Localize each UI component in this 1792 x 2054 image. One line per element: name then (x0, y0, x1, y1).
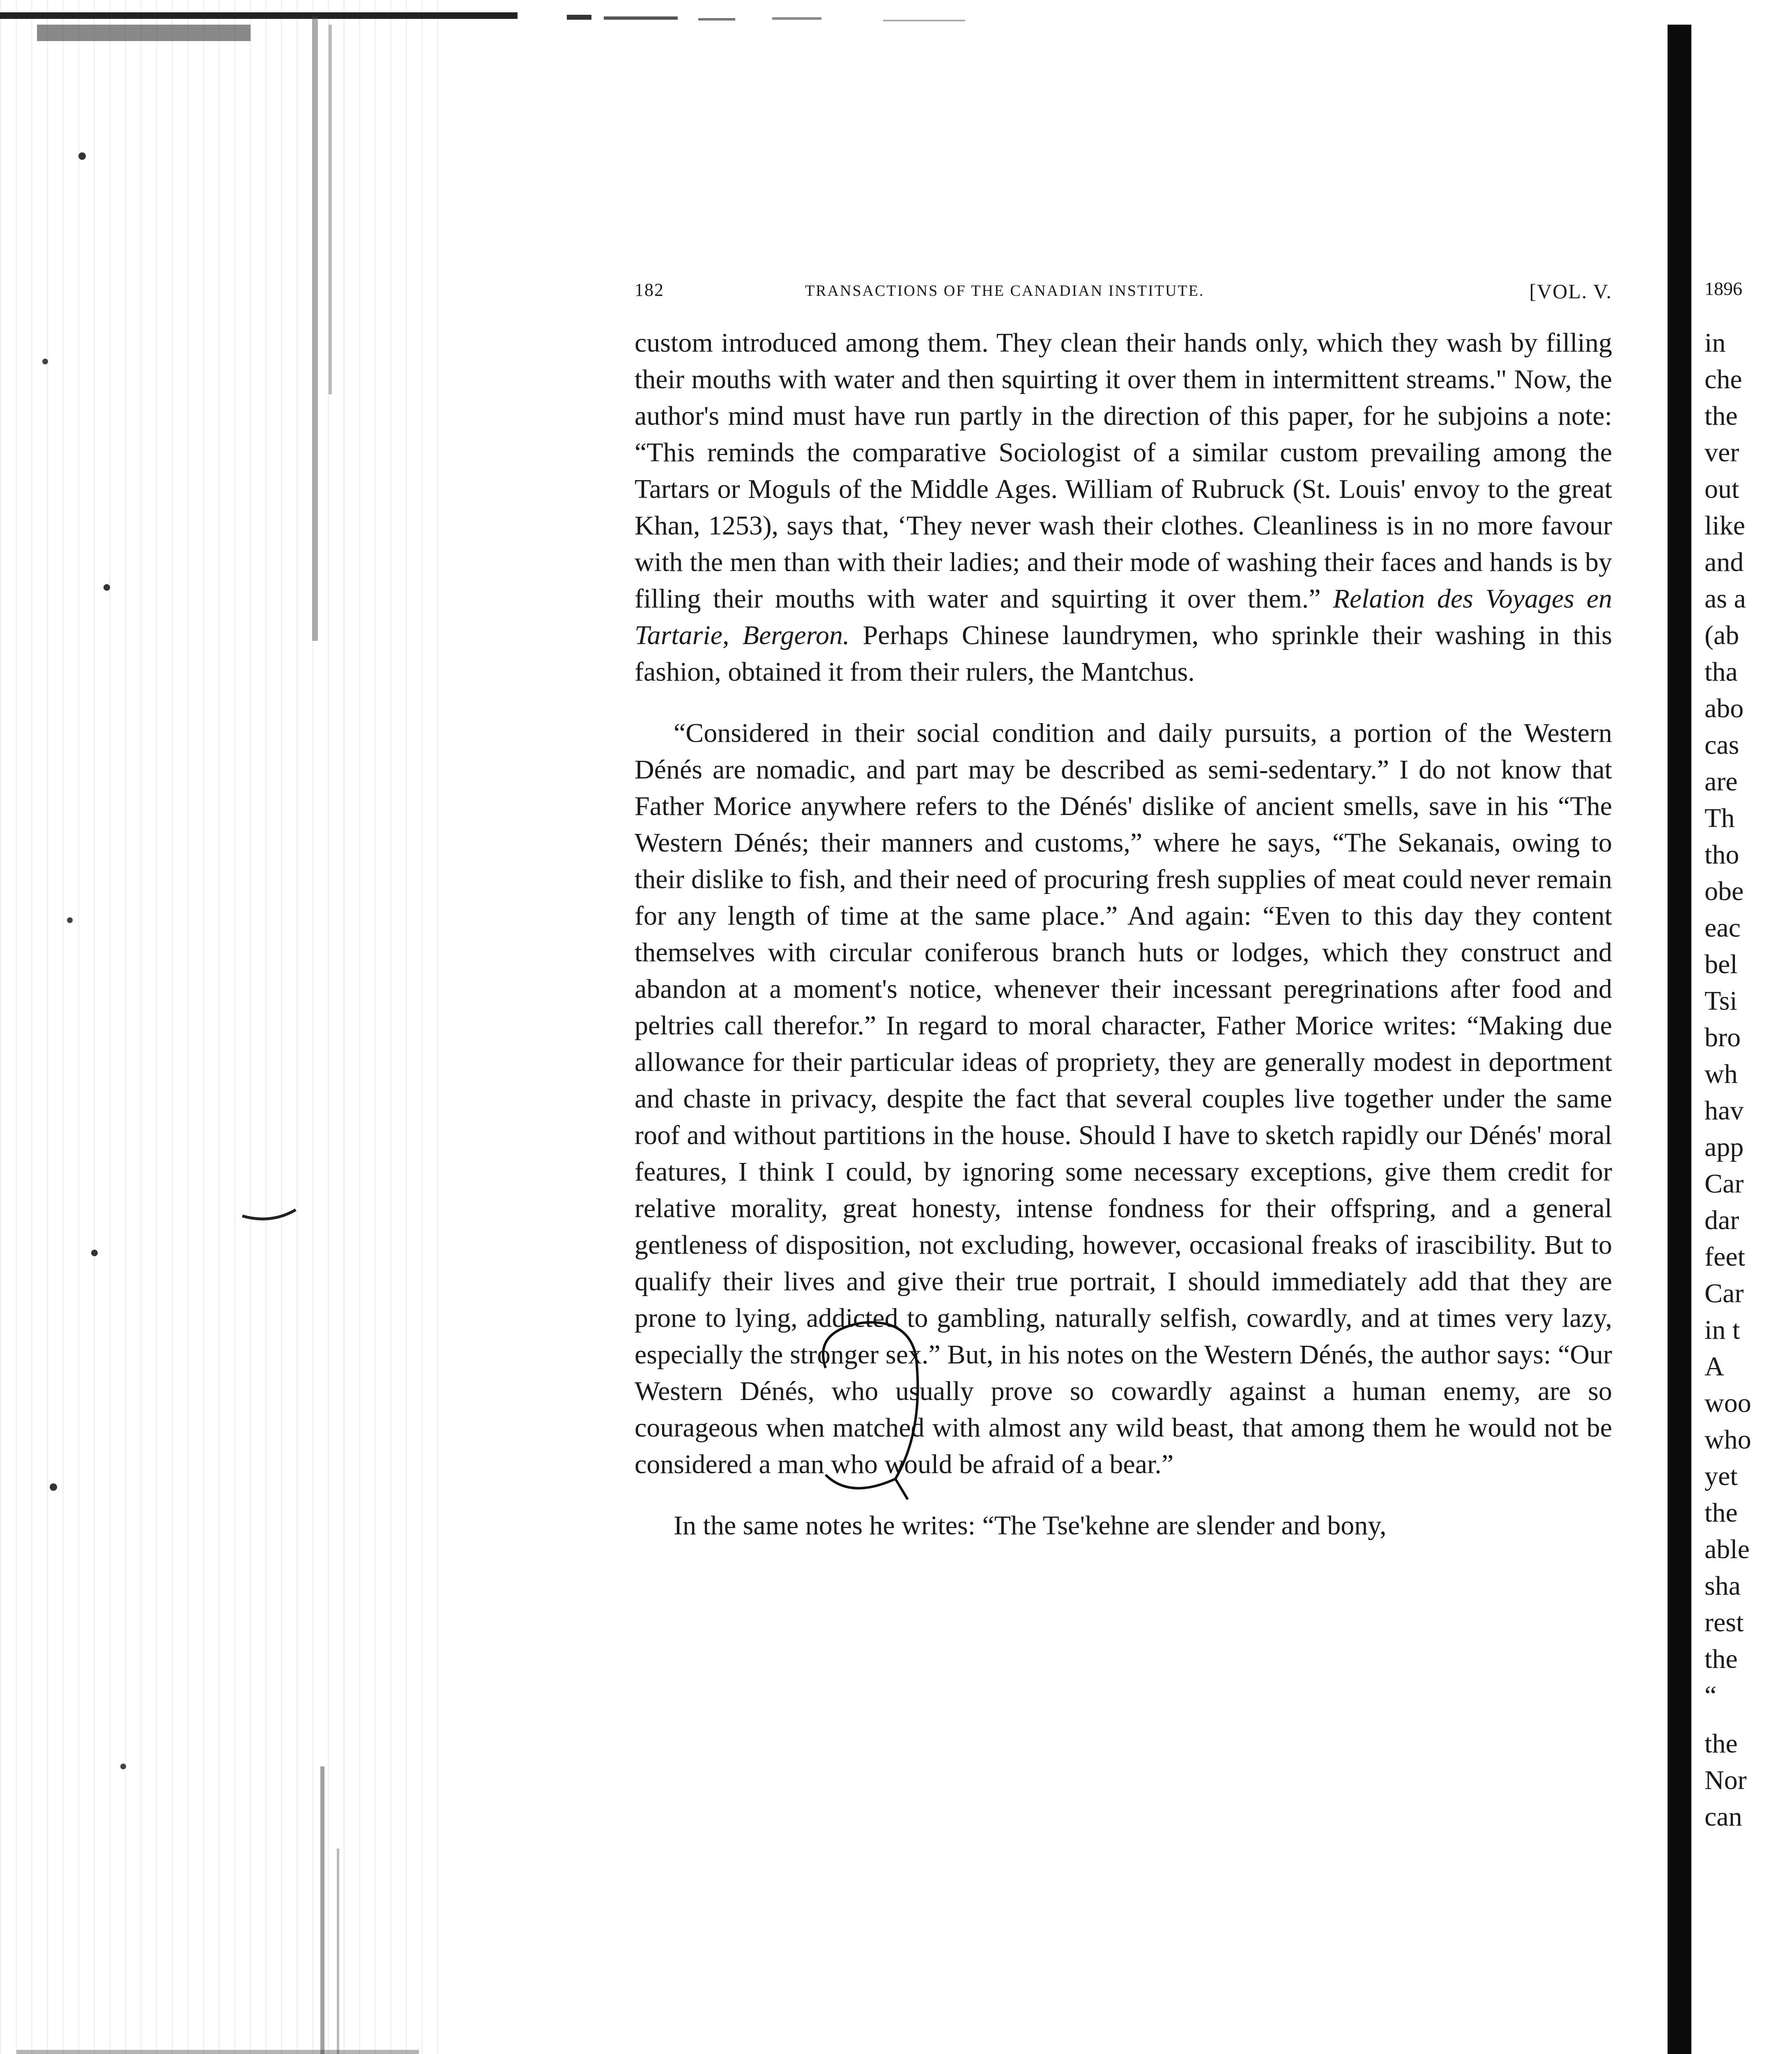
facing-page-number: 1896 (1705, 278, 1742, 299)
facing-page-line: app (1705, 1132, 1744, 1162)
facing-page-line: cas (1705, 730, 1739, 760)
facing-page-line: who (1705, 1425, 1751, 1455)
paragraph-3: In the same notes he writes: “The Tse'kehne are slender and bony, (674, 1511, 1387, 1540)
facing-page-line: Nor (1705, 1765, 1747, 1795)
facing-page-line: the (1705, 1498, 1738, 1528)
facing-page-line: the (1705, 1644, 1738, 1674)
facing-page-line: (ab (1705, 620, 1739, 650)
binding-spine (1668, 25, 1691, 2054)
paragraph-2: “Considered in their social condition and daily pursuits, a portion of the Western Dénés are nomadic, and part may be described as semi-sedentary.” I do not know that Father Morice anywhere refers to the Dénés' dislike of ancient smells, save in his “The Western Dénés; their manners and customs,” where he says, “The Sekanais, owing to their dislike to fish, and their need of procuring fresh supplies of meat could never remain for any length of time at the same place.” And again: “Even to this day they content themselves with circular coniferous branch huts or lodges, which they construct and abandon at a moment's notice, whenever their incessant peregrinations after food and peltries call therefor.” In regard to moral character, Father Morice writes: “Making due allowance for their particular ideas of propriety, they are generally modest in deportment and chaste in privacy, despite the fact that several couples live together under the same roof and without partitions in the house. Should I have to sketch rapidly our Dénés' moral features, I think I could, by ignoring some necessary exceptions, give them credit for relative morality, great honesty, intense fondness for their offspring, and a general gentleness of disposition, not excluding, however, occasional freaks of irascibility. But to qualify their lives and give their true portrait, I should immediately add that they are prone to lying, addicted to gambling, naturally selfish, cowardly, and at times very lazy, especially the stronger sex.” But, in his notes on the Western Dénés, the author says: “Our Western Dénés, who usually prove so cowardly against a human enemy, are so courageous when matched with almost any wild beast, that among them he would not be considered a man who would be afraid of a bear.” (635, 718, 1612, 1479)
page-number: 182 (635, 280, 664, 300)
facing-page-line: as a (1705, 584, 1746, 614)
facing-page-line: in t (1705, 1315, 1740, 1345)
facing-page-line: the (1705, 1729, 1738, 1759)
facing-page-line: yet (1705, 1461, 1738, 1491)
facing-page-line: sha (1705, 1571, 1741, 1601)
facing-page-line: are (1705, 767, 1738, 797)
facing-page-line: feet (1705, 1242, 1745, 1272)
facing-page-line: tho (1705, 840, 1739, 870)
running-header (635, 279, 1612, 304)
paragraph-1 (635, 325, 1612, 690)
facing-page-line: woo (1705, 1388, 1751, 1418)
facing-page-line: able (1705, 1534, 1750, 1564)
facing-page-line: “ (1705, 1681, 1717, 1711)
scan-noise-left (0, 0, 452, 2054)
facing-page-line: wh (1705, 1059, 1738, 1089)
facing-page-line: in (1705, 328, 1726, 358)
facing-page-line: ver (1705, 438, 1739, 467)
facing-page-line: the (1705, 401, 1738, 431)
facing-page-line: like (1705, 511, 1745, 541)
citation-italic: Relation des Voyages en Tartarie, Bergeron. (635, 584, 1613, 650)
paragraph-1-end: Perhaps Chinese laundrymen, who sprinkle their washing in this fashion, obtained it from their rulers, the Mantchus. (635, 620, 1612, 687)
volume-label: [VOL. V. (1529, 280, 1612, 303)
facing-page-line: obe (1705, 876, 1744, 906)
facing-page-line: rest (1705, 1607, 1744, 1637)
facing-page-line: and (1705, 547, 1744, 577)
body-text (635, 325, 1612, 1568)
facing-page-line: Car (1705, 1169, 1744, 1199)
facing-page-line: dar (1705, 1205, 1739, 1235)
facing-page-line: abo (1705, 693, 1744, 723)
facing-page-line: bel (1705, 949, 1738, 979)
facing-page-line: Car (1705, 1278, 1744, 1308)
facing-page-line: Th (1705, 803, 1735, 833)
facing-page-line: tha (1705, 657, 1738, 687)
facing-page-line: Tsi (1705, 986, 1737, 1016)
facing-page-line: hav (1705, 1096, 1744, 1126)
facing-page-line: A (1705, 1352, 1724, 1382)
journal-title: TRANSACTIONS OF THE CANADIAN INSTITUTE. (805, 282, 1205, 299)
handwritten-annotation (801, 1306, 1006, 1520)
facing-page-line: out (1705, 474, 1739, 504)
facing-page-line: can (1705, 1802, 1742, 1832)
facing-page-line: che (1705, 364, 1742, 394)
facing-page-line: bro (1705, 1022, 1741, 1052)
paragraph-1-text: custom introduced among them. They clean their hands only, which they wash by filling their mouths with water and then squirting it over them in intermittent streams." Now, the author's mind must have run partly in the direction of this paper, for he subjoins a note: “This reminds the comparative Sociologist of a similar custom prevailing among the Tartars or Moguls of the Middle Ages. William of Rubruck (St. Louis' envoy to the great Khan, 1253), says that, ‘They never wash their clothes. Cleanliness is in no more favour with the men than with their ladies; and their mode of washing their faces and hands is by filling their mouths with water and squirting it over them.” (635, 328, 1612, 614)
facing-page-line: eac (1705, 913, 1741, 943)
